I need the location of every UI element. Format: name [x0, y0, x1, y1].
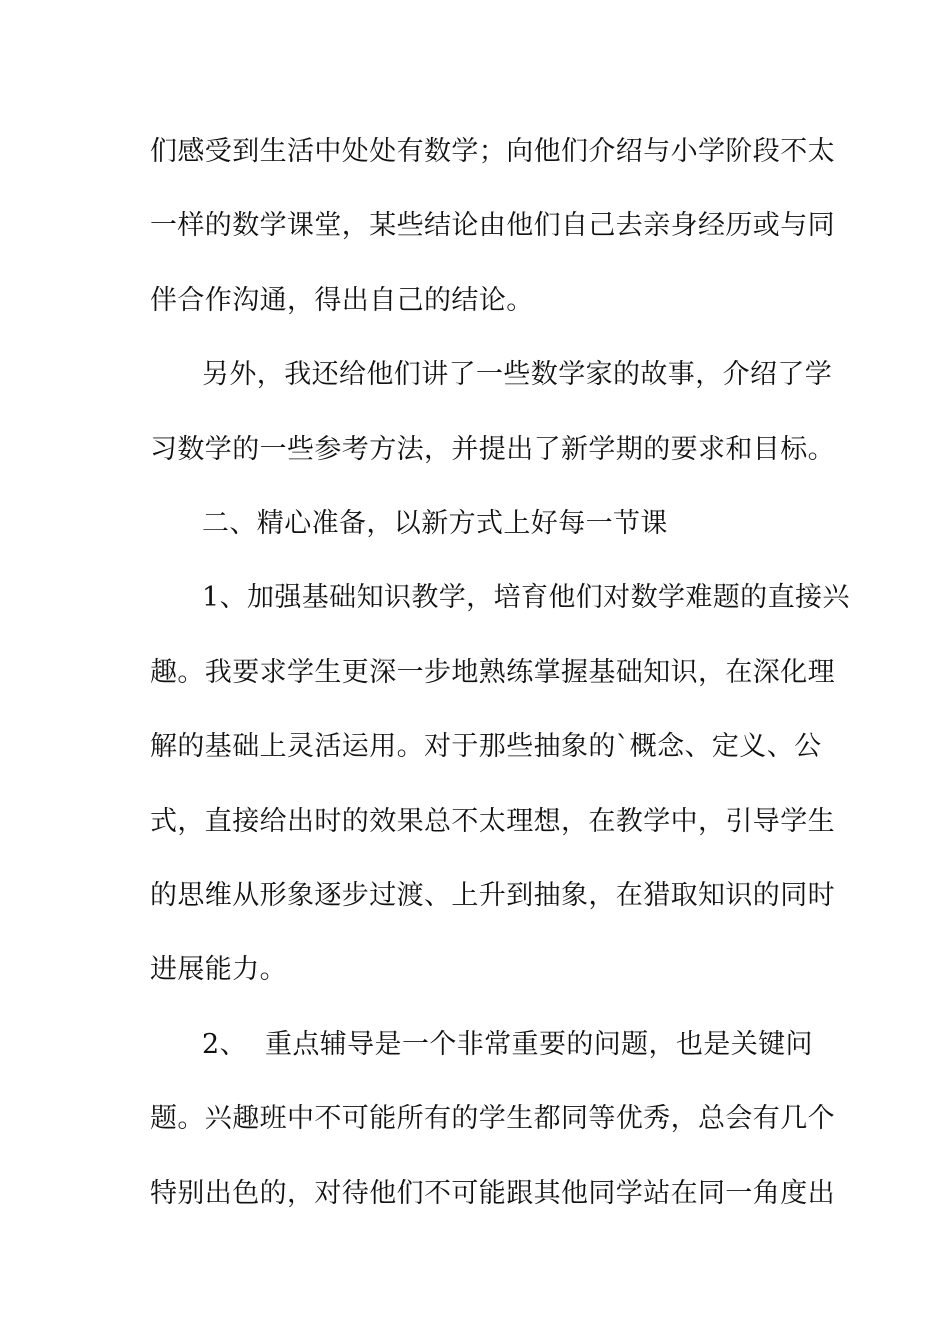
- paragraph-start-line: 2、 重点辅导是一个非常重要的问题，也是关键问: [202, 1029, 813, 1060]
- paragraph-start-line: 1、加强基础知识教学，培育他们对数学难题的直接兴: [202, 582, 850, 613]
- text-line: 题。兴趣班中不可能所有的学生都同等优秀，总会有几个: [150, 1103, 835, 1134]
- text-line: 趣。我要求学生更深一步地熟练掌握基础知识，在深化理: [150, 657, 835, 688]
- text-line: 解的基础上灵活运用。对于那些抽象的`概念、定义、公: [150, 731, 822, 762]
- text-line: 的思维从形象逐步过渡、上升到抽象，在猎取知识的同时: [150, 880, 835, 911]
- text-line: 特别出色的，对待他们不可能跟其他同学站在同一角度出: [150, 1178, 835, 1209]
- text-line: 一样的数学课堂，某些结论由他们自己去亲身经历或与同: [150, 210, 835, 241]
- text-line: 进展能力。: [150, 954, 287, 985]
- text-line: 伴合作沟通，得出自己的结论。: [150, 285, 534, 316]
- text-line: 式，直接给出时的效果总不太理想，在教学中，引导学生: [150, 806, 835, 837]
- paragraph-start-line: 另外，我还给他们讲了一些数学家的故事，介绍了学: [202, 359, 833, 390]
- text-line: 习数学的一些参考方法，并提出了新学期的要求和目标。: [150, 434, 835, 465]
- section-heading: 二、精心准备，以新方式上好每一节课: [202, 508, 668, 539]
- text-line: 们感受到生活中处处有数学；向他们介绍与小学阶段不太: [150, 136, 835, 167]
